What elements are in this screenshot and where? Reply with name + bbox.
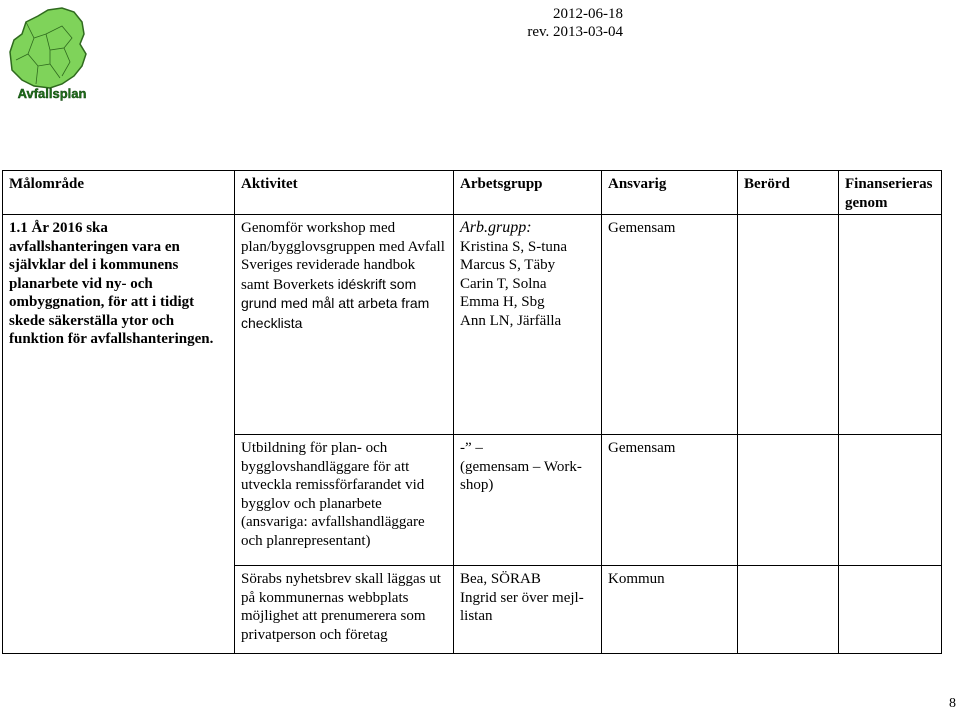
affected-cell	[738, 566, 839, 654]
page-number: 8	[949, 696, 956, 711]
workgroup-label: Arb.grupp:	[460, 219, 532, 236]
action-plan-table	[2, 170, 942, 654]
affected-cell	[738, 435, 839, 566]
column-header-arbetsgrupp: Arbetsgrupp	[454, 171, 602, 215]
activity-cell	[235, 215, 454, 435]
workgroup-member: Marcus S, Täby	[460, 257, 556, 273]
activity-text-continued: idéskrift som grund med mål att arbeta fram checklista	[241, 275, 430, 331]
table-header-row	[3, 171, 942, 215]
avfallsplan-logo	[4, 4, 100, 102]
document-dates	[523, 5, 623, 41]
workgroup-cell: -” – (gemensam – Work-shop)	[454, 435, 602, 566]
financing-cell	[839, 566, 942, 654]
workgroup-member: Carin T, Solna	[460, 275, 547, 292]
svg-text:Avfallsplan: Avfallsplan	[17, 86, 87, 101]
responsible-cell: Gemensam	[602, 435, 738, 566]
revision-date: rev. 2013-03-04	[527, 24, 623, 40]
affected-cell	[738, 215, 839, 435]
column-header-ansvarig: Ansvarig	[602, 171, 738, 215]
workgroup-member: Kristina S, S-tuna	[460, 238, 568, 255]
column-header-malomrade: Målområde	[3, 171, 235, 215]
workgroup-member: Emma H, Sbg	[460, 294, 545, 310]
activity-cell: Utbildning för plan- och bygglovshandläggare för att utveckla remissförfarandet vid bygglov och planarbete (ansvariga: avfallshandläggare och planrepresentant)	[235, 435, 454, 566]
column-header-finansieras: Finanserieras genom	[839, 171, 942, 215]
activity-cell: Sörabs nyhetsbrev skall läggas ut på kommunernas webbplats möjlighet att prenumerera som privatperson och företag	[235, 566, 454, 654]
activity-text: Genomför workshop med plan/bygglovsgruppen med Avfall Sveriges reviderade handbok samt Boverkets	[241, 220, 445, 293]
responsible-cell: Gemensam	[602, 215, 738, 435]
table-row	[3, 215, 942, 435]
column-header-berord: Berörd	[738, 171, 839, 215]
workgroup-member: Ann LN, Järfälla	[460, 312, 562, 329]
financing-cell	[839, 435, 942, 566]
column-header-aktivitet: Aktivitet	[235, 171, 454, 215]
responsible-cell: Kommun	[602, 566, 738, 654]
financing-cell	[839, 215, 942, 435]
workgroup-cell	[454, 215, 602, 435]
date: 2012-06-18	[553, 6, 623, 22]
goal-cell: 1.1 År 2016 ska avfallshanteringen vara en självklar del i kommunens planarbete vid ny- och ombyggnation, för att i tidigt skede säkerställa ytor och funktion för avfallshanteringen.	[3, 215, 235, 654]
workgroup-cell: Bea, SÖRAB Ingrid ser över mejl-listan	[454, 566, 602, 654]
